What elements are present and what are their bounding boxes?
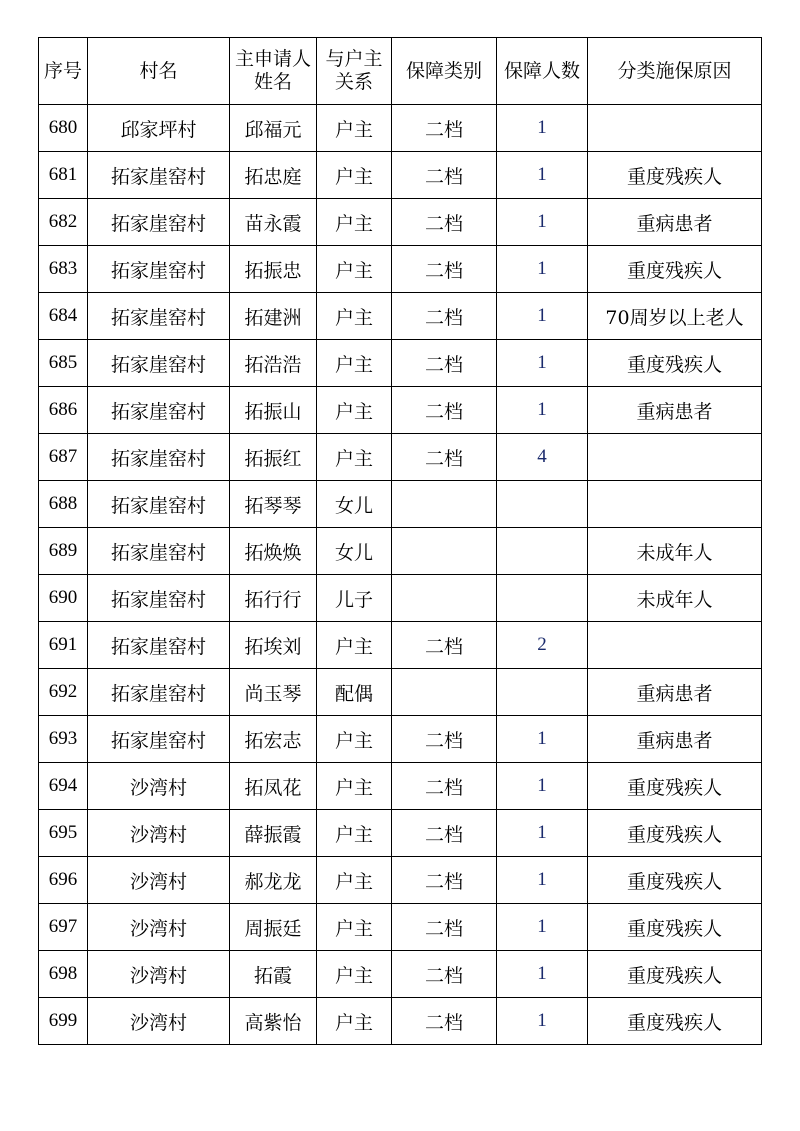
cell-num: 686	[39, 387, 88, 434]
table-row	[39, 575, 762, 622]
cell-num: 694	[39, 763, 88, 810]
cell-village: 拓家崖窑村	[88, 246, 230, 293]
cell-num: 687	[39, 434, 88, 481]
cell-village: 沙湾村	[88, 998, 230, 1045]
cell-relation: 户主	[317, 293, 392, 340]
cell-village: 拓家崖窑村	[88, 293, 230, 340]
cell-count: 1	[497, 199, 588, 246]
cell-count: 1	[497, 246, 588, 293]
cell-reason	[588, 481, 762, 528]
cell-category: 二档	[392, 951, 497, 998]
cell-count: 1	[497, 387, 588, 434]
cell-applicant-name: 周振廷	[230, 904, 317, 951]
cell-category: 二档	[392, 716, 497, 763]
cell-relation: 户主	[317, 105, 392, 152]
cell-village: 拓家崖窑村	[88, 528, 230, 575]
cell-applicant-name: 拓浩浩	[230, 340, 317, 387]
table-row	[39, 810, 762, 857]
cell-village: 沙湾村	[88, 951, 230, 998]
cell-village: 拓家崖窑村	[88, 669, 230, 716]
table-row	[39, 293, 762, 340]
cell-applicant-name: 拓振山	[230, 387, 317, 434]
cell-relation: 户主	[317, 152, 392, 199]
cell-reason: 重病患者	[588, 387, 762, 434]
cell-count: 4	[497, 434, 588, 481]
cell-applicant-name: 拓焕焕	[230, 528, 317, 575]
table-row	[39, 387, 762, 434]
cell-reason: 重度残疾人	[588, 810, 762, 857]
cell-village: 拓家崖窑村	[88, 199, 230, 246]
cell-reason: 70周岁以上老人	[588, 293, 762, 340]
cell-relation: 户主	[317, 810, 392, 857]
cell-applicant-name: 拓埃刘	[230, 622, 317, 669]
cell-village: 邱家坪村	[88, 105, 230, 152]
cell-applicant-name: 拓忠庭	[230, 152, 317, 199]
cell-category: 二档	[392, 434, 497, 481]
cell-relation: 户主	[317, 246, 392, 293]
cell-num: 682	[39, 199, 88, 246]
table-row	[39, 528, 762, 575]
table-row	[39, 340, 762, 387]
cell-applicant-name: 高紫怡	[230, 998, 317, 1045]
cell-count: 1	[497, 293, 588, 340]
cell-category: 二档	[392, 622, 497, 669]
cell-count: 1	[497, 105, 588, 152]
cell-reason: 重度残疾人	[588, 904, 762, 951]
cell-village: 沙湾村	[88, 857, 230, 904]
cell-relation: 户主	[317, 998, 392, 1045]
cell-relation: 户主	[317, 340, 392, 387]
cell-category	[392, 481, 497, 528]
header-row	[39, 38, 762, 105]
cell-relation: 女儿	[317, 528, 392, 575]
cell-count	[497, 669, 588, 716]
cell-relation: 户主	[317, 857, 392, 904]
cell-num: 691	[39, 622, 88, 669]
cell-category: 二档	[392, 340, 497, 387]
table-row	[39, 246, 762, 293]
cell-count: 1	[497, 716, 588, 763]
table-row	[39, 105, 762, 152]
cell-relation: 户主	[317, 199, 392, 246]
cell-num: 685	[39, 340, 88, 387]
cell-category	[392, 528, 497, 575]
cell-applicant-name: 郝龙龙	[230, 857, 317, 904]
cell-reason: 未成年人	[588, 575, 762, 622]
cell-relation: 户主	[317, 716, 392, 763]
header-count: 保障人数	[497, 38, 588, 105]
header-category: 保障类别	[392, 38, 497, 105]
cell-applicant-name: 拓振忠	[230, 246, 317, 293]
cell-reason	[588, 622, 762, 669]
cell-category: 二档	[392, 152, 497, 199]
cell-reason	[588, 434, 762, 481]
cell-village: 拓家崖窑村	[88, 434, 230, 481]
cell-category: 二档	[392, 387, 497, 434]
cell-count	[497, 481, 588, 528]
cell-num: 698	[39, 951, 88, 998]
table-row	[39, 622, 762, 669]
cell-reason: 重度残疾人	[588, 246, 762, 293]
table-row	[39, 951, 762, 998]
table-row	[39, 716, 762, 763]
cell-reason: 重度残疾人	[588, 951, 762, 998]
cell-village: 拓家崖窑村	[88, 481, 230, 528]
cell-category: 二档	[392, 857, 497, 904]
table-row	[39, 857, 762, 904]
cell-reason: 重病患者	[588, 669, 762, 716]
cell-num: 681	[39, 152, 88, 199]
cell-reason: 重病患者	[588, 716, 762, 763]
cell-relation: 儿子	[317, 575, 392, 622]
table-row	[39, 199, 762, 246]
cell-num: 690	[39, 575, 88, 622]
cell-reason: 重度残疾人	[588, 152, 762, 199]
cell-count: 1	[497, 904, 588, 951]
cell-reason: 重度残疾人	[588, 998, 762, 1045]
cell-category: 二档	[392, 105, 497, 152]
table-row	[39, 669, 762, 716]
cell-count: 2	[497, 622, 588, 669]
cell-village: 沙湾村	[88, 810, 230, 857]
cell-applicant-name: 拓宏志	[230, 716, 317, 763]
cell-applicant-name: 拓凤花	[230, 763, 317, 810]
cell-village: 拓家崖窑村	[88, 152, 230, 199]
table-row	[39, 904, 762, 951]
table-row	[39, 998, 762, 1045]
cell-count: 1	[497, 340, 588, 387]
cell-count: 1	[497, 152, 588, 199]
cell-relation: 户主	[317, 434, 392, 481]
cell-category	[392, 669, 497, 716]
cell-num: 689	[39, 528, 88, 575]
cell-village: 拓家崖窑村	[88, 575, 230, 622]
cell-reason: 重度残疾人	[588, 857, 762, 904]
cell-relation: 户主	[317, 951, 392, 998]
cell-category	[392, 575, 497, 622]
roster-body	[39, 105, 762, 1045]
cell-count: 1	[497, 810, 588, 857]
cell-relation: 户主	[317, 387, 392, 434]
cell-num: 699	[39, 998, 88, 1045]
table-row	[39, 481, 762, 528]
cell-village: 拓家崖窑村	[88, 716, 230, 763]
cell-relation: 户主	[317, 622, 392, 669]
cell-applicant-name: 邱福元	[230, 105, 317, 152]
cell-num: 695	[39, 810, 88, 857]
cell-applicant-name: 拓琴琴	[230, 481, 317, 528]
table-row	[39, 763, 762, 810]
cell-count	[497, 575, 588, 622]
cell-num: 697	[39, 904, 88, 951]
cell-relation: 女儿	[317, 481, 392, 528]
cell-relation: 配偶	[317, 669, 392, 716]
cell-num: 688	[39, 481, 88, 528]
cell-num: 683	[39, 246, 88, 293]
header-relation: 与户主关系	[317, 38, 392, 105]
cell-category: 二档	[392, 199, 497, 246]
cell-relation: 户主	[317, 904, 392, 951]
cell-count: 1	[497, 951, 588, 998]
cell-category: 二档	[392, 998, 497, 1045]
cell-applicant-name: 拓霞	[230, 951, 317, 998]
cell-num: 696	[39, 857, 88, 904]
cell-applicant-name: 薛振霞	[230, 810, 317, 857]
cell-reason: 未成年人	[588, 528, 762, 575]
cell-reason: 重度残疾人	[588, 340, 762, 387]
cell-reason	[588, 105, 762, 152]
cell-num: 692	[39, 669, 88, 716]
cell-village: 拓家崖窑村	[88, 622, 230, 669]
assistance-roster-table	[38, 37, 762, 1045]
header-village: 村名	[88, 38, 230, 105]
header-reason: 分类施保原因	[588, 38, 762, 105]
cell-village: 沙湾村	[88, 904, 230, 951]
cell-applicant-name: 拓行行	[230, 575, 317, 622]
header-applicant: 主申请人姓名	[230, 38, 317, 105]
cell-category: 二档	[392, 293, 497, 340]
cell-category: 二档	[392, 763, 497, 810]
cell-category: 二档	[392, 810, 497, 857]
cell-applicant-name: 拓建洲	[230, 293, 317, 340]
cell-relation: 户主	[317, 763, 392, 810]
table-row	[39, 434, 762, 481]
cell-reason: 重度残疾人	[588, 763, 762, 810]
cell-num: 680	[39, 105, 88, 152]
cell-count: 1	[497, 857, 588, 904]
cell-village: 拓家崖窑村	[88, 387, 230, 434]
cell-applicant-name: 拓振红	[230, 434, 317, 481]
cell-num: 693	[39, 716, 88, 763]
header-num: 序号	[39, 38, 88, 105]
cell-count: 1	[497, 763, 588, 810]
cell-village: 沙湾村	[88, 763, 230, 810]
cell-count: 1	[497, 998, 588, 1045]
table-row	[39, 152, 762, 199]
cell-category: 二档	[392, 904, 497, 951]
cell-applicant-name: 苗永霞	[230, 199, 317, 246]
cell-category: 二档	[392, 246, 497, 293]
cell-count	[497, 528, 588, 575]
cell-reason: 重病患者	[588, 199, 762, 246]
cell-num: 684	[39, 293, 88, 340]
cell-applicant-name: 尚玉琴	[230, 669, 317, 716]
cell-village: 拓家崖窑村	[88, 340, 230, 387]
